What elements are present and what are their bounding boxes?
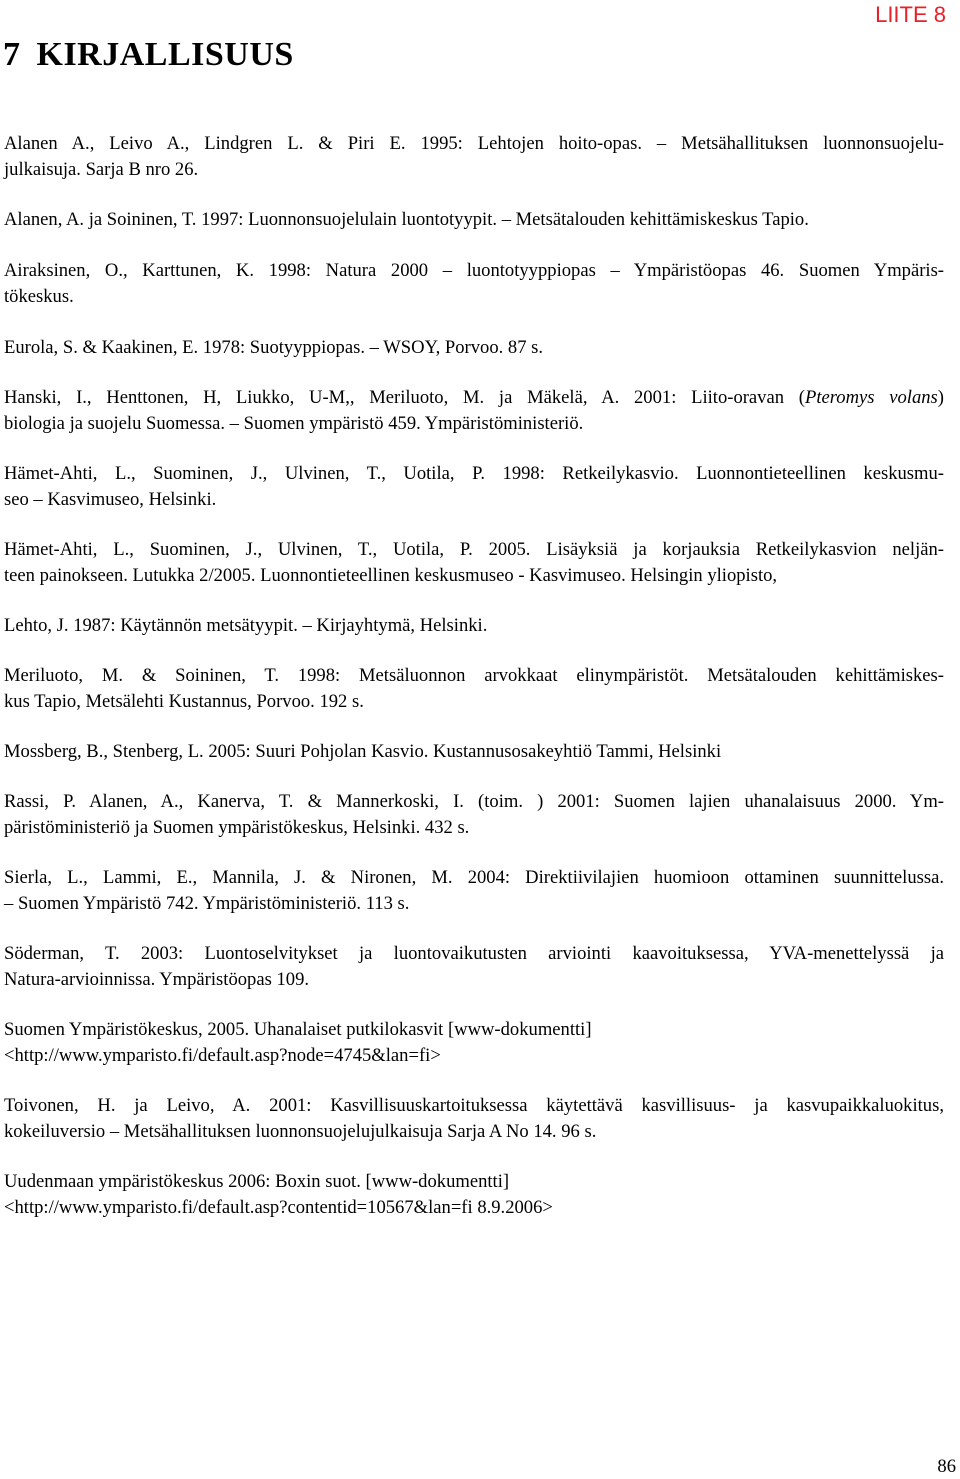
reference-line: Hanski, I., Henttonen, H, Liukko, U-M,, Meriluoto, M. ja Mäkelä, A. 2001: Liito-oravan (Pteromys volans)	[4, 387, 944, 408]
reference-line: Sierla, L., Lammi, E., Mannila, J. & Nironen, M. 2004: Direktiivilajien huomioon ottaminen suunnittelussa.	[4, 867, 944, 888]
reference-line: Eurola, S. & Kaakinen, E. 1978: Suotyyppiopas. – WSOY, Porvoo. 87 s.	[4, 337, 544, 358]
reference-entry	[4, 207, 944, 233]
reference-line: Suomen Ympäristökeskus, 2005. Uhanalaiset putkilokasvit [www-dokumentti]	[4, 1019, 592, 1040]
reference-entry	[4, 131, 944, 182]
reference-entry	[4, 1169, 944, 1220]
reference-line: Mossberg, B., Stenberg, L. 2005: Suuri Pohjolan Kasvio. Kustannusosakeyhtiö Tammi, Helsinki	[4, 741, 722, 762]
reference-entry	[4, 941, 944, 992]
reference-entry	[4, 1093, 944, 1144]
reference-line: Hämet-Ahti, L., Suominen, J., Ulvinen, T., Uotila, P. 1998: Retkeilykasvio. Luonnontieteellinen keskusmu-	[4, 463, 944, 484]
reference-line: tökeskus.	[4, 285, 74, 307]
chapter-title: KIRJALLISUUS	[36, 36, 294, 73]
reference-line: Meriluoto, M. & Soininen, T. 1998: Metsäluonnon arvokkaat elinympäristöt. Metsätalouden kehittämiskes-	[4, 665, 944, 686]
reference-line: Söderman, T. 2003: Luontoselvitykset ja luontovaikutusten arviointi kaavoituksessa, YVA-menettelyssä ja	[4, 943, 944, 964]
reference-entry	[4, 739, 944, 765]
reference-entry	[4, 258, 944, 309]
reference-line: Lehto, J. 1987: Käytännön metsätyypit. – Kirjayhtymä, Helsinki.	[4, 615, 488, 636]
appendix-label: LIITE 8	[875, 2, 946, 27]
chapter-heading	[3, 36, 294, 73]
reference-entry	[4, 537, 944, 588]
reference-line: Rassi, P. Alanen, A., Kanerva, T. & Mannerkoski, I. (toim. ) 2001: Suomen lajien uhanalaisuus 2000. Ym-	[4, 791, 944, 812]
reference-line: Alanen A., Leivo A., Lindgren L. & Piri E. 1995: Lehtojen hoito-opas. – Metsähallituksen luonnonsuojelu-	[4, 133, 944, 154]
reference-entry	[4, 865, 944, 916]
reference-line: biologia ja suojelu Suomessa. – Suomen ympäristö 459. Ympäristöministeriö.	[4, 412, 584, 434]
reference-line: julkaisuja. Sarja B nro 26.	[4, 158, 199, 180]
reference-line: teen painokseen. Lutukka 2/2005. Luonnontieteellinen keskusmuseo - Kasvimuseo. Helsingin yliopisto,	[4, 564, 778, 586]
reference-line: kokeiluversio – Metsähallituksen luonnonsuojelujulkaisuja Sarja A No 14. 96 s.	[4, 1120, 597, 1142]
reference-entry	[4, 1017, 944, 1068]
reference-line: Alanen, A. ja Soininen, T. 1997: Luonnonsuojelulain luontotyypit. – Metsätalouden kehittämiskeskus Tapio.	[4, 209, 809, 230]
reference-line: Natura-arvioinnissa. Ympäristöopas 109.	[4, 968, 310, 990]
reference-entry	[4, 613, 944, 639]
reference-line: seo – Kasvimuseo, Helsinki.	[4, 488, 217, 510]
reference-line: päristöministeriö ja Suomen ympäristökeskus, Helsinki. 432 s.	[4, 816, 470, 838]
reference-line: kus Tapio, Metsälehti Kustannus, Porvoo. 192 s.	[4, 690, 364, 712]
reference-entry	[4, 335, 944, 361]
reference-entry	[4, 461, 944, 512]
reference-line: – Suomen Ympäristö 742. Ympäristöministeriö. 113 s.	[4, 892, 410, 914]
chapter-number: 7	[3, 36, 21, 73]
reference-line: Toivonen, H. ja Leivo, A. 2001: Kasvillisuuskartoituksessa käytettävä kasvillisuus- ja kasvupaikkaluokitus,	[4, 1095, 944, 1116]
reference-line: Uudenmaan ympäristökeskus 2006: Boxin suot. [www-dokumentti]	[4, 1171, 510, 1192]
reference-line: Airaksinen, O., Karttunen, K. 1998: Natura 2000 – luontotyyppiopas – Ympäristöopas 46. Suomen Ympäris-	[4, 260, 944, 281]
page-number: 86	[937, 1456, 956, 1477]
reference-line: <http://www.ymparisto.fi/default.asp?node=4745&lan=fi>	[4, 1044, 441, 1066]
reference-line: <http://www.ymparisto.fi/default.asp?contentid=10567&lan=fi 8.9.2006>	[4, 1196, 553, 1218]
reference-entry	[4, 789, 944, 840]
species-name: Pteromys volans	[804, 387, 938, 408]
reference-entry	[4, 663, 944, 714]
reference-entry	[4, 385, 944, 436]
reference-line: Hämet-Ahti, L., Suominen, J., Ulvinen, T., Uotila, P. 2005. Lisäyksiä ja korjauksia Retkeilykasvion neljän-	[4, 539, 944, 560]
